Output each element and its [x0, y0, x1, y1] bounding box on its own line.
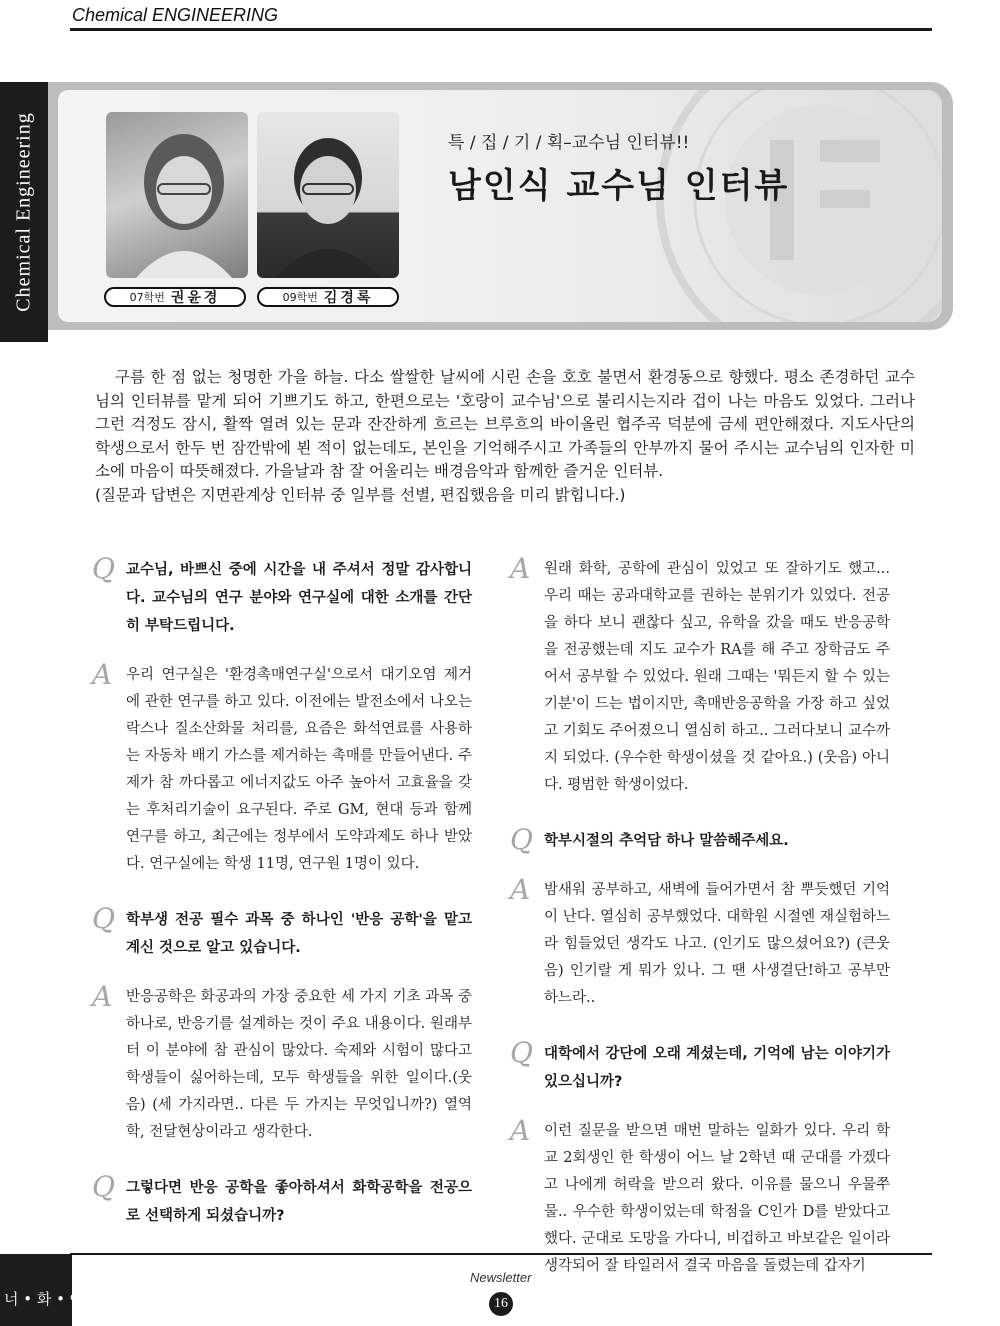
answer-block — [510, 1114, 890, 1280]
newsletter-label: Newsletter — [470, 1270, 532, 1285]
portrait-icon — [106, 112, 248, 278]
right-column — [510, 552, 890, 1308]
question-block — [510, 823, 890, 856]
question-mark: Q — [510, 823, 533, 856]
answer-text: 우리 연구실은 '환경촉매연구실'으로서 대기오염 제거에 관한 연구를 하고 있다. 이전에는 발전소에서 나오는 락스나 질소산화물 처리를, 요즘은 화석연료를 사용하는 자동차 배기 가스를 제거하는 촉매를 만들어낸다. 주제가 참 까다롭고 에너지값도 아주 높아서 고효율을 갖는 후처리기술이 요구된다. 주로 GM, 현대 등과 함께 연구를 하고, 최근에는 정부에서 도약과제도 하나 받았다. 연구실에는 학생 11명, 연구원 1명이 있다. — [126, 667, 472, 872]
question-block — [92, 552, 472, 640]
answer-mark: A — [92, 980, 113, 1013]
answer-block — [92, 980, 472, 1146]
portrait-icon — [257, 112, 399, 278]
answer-mark: A — [92, 658, 113, 691]
side-tab-label: Chemical Engineering — [12, 112, 35, 312]
intro-section — [95, 366, 915, 508]
answer-block — [92, 658, 472, 878]
question-text: 그렇다면 반응 공학을 좋아하셔서 화학공학을 전공으로 선택하게 되셨습니까? — [126, 1180, 472, 1224]
question-text: 대학에서 강단에 오래 계셨는데, 기억에 남는 이야기가 있으십니까? — [544, 1046, 890, 1090]
feature-subtitle: 특 / 집 / 기 / 획–교수님 인터뷰!! — [448, 133, 690, 153]
question-text: 학부시절의 추억담 하나 말씀해주세요. — [544, 833, 789, 849]
answer-text: 이런 질문을 받으면 매번 말하는 일화가 있다. 우리 학교 2회생인 한 학생이 어느 날 2학년 때 군대를 가겠다고 나에게 허락을 받으러 왔다. 이유를 물으니 우물쭈물.. 우수한 학생이었는데 학점을 C인가 D를 받았다고 했다. 군대로 도망을 가다니, 비겁하고 바보같은 일이라 생각되어 잘 타일러서 결국 마음을 돌렸는데 갑자기 — [544, 1123, 890, 1274]
interviewer-label-2 — [257, 287, 399, 307]
left-column — [92, 552, 472, 1252]
magazine-title: Chemical ENGINEERING — [72, 5, 279, 25]
answer-block — [510, 873, 890, 1012]
answer-block — [510, 552, 890, 799]
page-number: 16 — [489, 1292, 513, 1316]
interviewer-year: 09학번 — [282, 291, 318, 304]
question-block — [92, 1170, 472, 1230]
answer-mark: A — [510, 1114, 531, 1147]
question-mark: Q — [92, 1170, 115, 1203]
question-mark: Q — [510, 1036, 533, 1069]
intro-note: (질문과 답변은 지면관계상 인터뷰 중 일부를 선별, 편집했음을 미리 밝힙니다.) — [95, 485, 626, 504]
feature-title: 남인식 교수님 인터뷰 — [448, 166, 790, 206]
interviewer-photo-2 — [257, 112, 399, 278]
answer-text: 반응공학은 화공과의 가장 중요한 세 가지 기초 과목 중 하나로, 반응기를 설계하는 것이 주요 내용이다. 원래부터 이 분야에 참 관심이 많았다. 숙제와 시험이 많다고 학생들이 싫어하는데, 모두 학생들을 위한 일이다.(웃음) (세 가지라면.. 다른 두 가지는 무엇입니까?) 열역학, 전달현상이라고 생각한다. — [126, 989, 472, 1140]
intro-paragraph: 구름 한 점 없는 청명한 가을 하늘. 다소 쌀쌀한 날씨에 시린 손을 호호 불면서 환경동으로 향했다. 평소 존경하던 교수님의 인터뷰를 맡게 되어 기쁘기도 하고, 한편으로는 '호랑이 교수님'으로 불리시는지라 겁이 나는 마음도 있었다. 그러나 그런 걱정도 잠시, 활짝 열려 있는 문과 잔잔하게 흐르는 브루흐의 바이올린 협주곡 덕분에 금세 편안해졌다. 지도사단의 학생으로서 한두 번 잠깐밖에 뵌 적이 없는데도, 본인을 기억해주시고 가족들의 안부까지 물어 주시는 교수님의 인자한 미소에 마음이 따뜻해졌다. 가을날과 참 잘 어울리는 배경음악과 함께한 즐거운 인터뷰. — [95, 368, 915, 481]
question-block — [92, 902, 472, 962]
question-mark: Q — [92, 552, 115, 585]
question-mark: Q — [92, 902, 115, 935]
answer-text: 원래 화학, 공학에 관심이 있었고 또 잘하기도 했고... 우리 때는 공과대학교를 권하는 분위기가 있었다. 전공을 하다 보니 괜찮다 싶고, 유학을 갔을 때도 반응공학을 전공했는데 지도 교수가 RA를 해 주고 장학금도 주어서 공부할 수 있었다. 원래 그때는 '뭐든지 할 수 있는 기분'이 드는 법이지만, 촉매반응공학을 가장 하고 싶었고 기회도 주어졌으니 열심히 하고.. 그러다보니 교수까지 되었다. (우수한 학생이셨을 것 같아요.) (웃음) 아니다. 평범한 학생이었다. — [544, 561, 890, 793]
interviewer-year: 07학번 — [129, 291, 165, 304]
header-rule — [70, 28, 932, 31]
answer-text: 밤새워 공부하고, 새벽에 들어가면서 참 뿌듯했던 기억이 난다. 열심히 공부했었다. 대학원 시절엔 재실험하느라 힘들었던 생각도 나고. (인기도 많으셨어요?) (큰웃음) 인기랄 게 뭐가 있나. 그 땐 사생결단!하고 공부만 하느라.. — [544, 882, 890, 1006]
interviewer-name: 권윤경 — [170, 290, 221, 306]
footer-rule — [70, 1253, 932, 1255]
question-text: 학부생 전공 필수 과목 중 하나인 '반응 공학'을 맡고 계신 것으로 알고 있습니다. — [126, 912, 472, 956]
interviewer-label-1 — [104, 287, 246, 307]
question-text: 교수님, 바쁘신 중에 시간을 내 주셔서 정말 감사합니다. 교수님의 연구 분야와 연구실에 대한 소개를 간단히 부탁드립니다. — [126, 562, 472, 634]
answer-mark: A — [510, 873, 531, 906]
interviewer-photo-1 — [106, 112, 248, 278]
interviewer-name: 김경록 — [323, 290, 374, 306]
question-block — [510, 1036, 890, 1096]
footer-tab-label: 너 • 화 • 아 — [4, 1290, 85, 1308]
answer-mark: A — [510, 552, 531, 585]
